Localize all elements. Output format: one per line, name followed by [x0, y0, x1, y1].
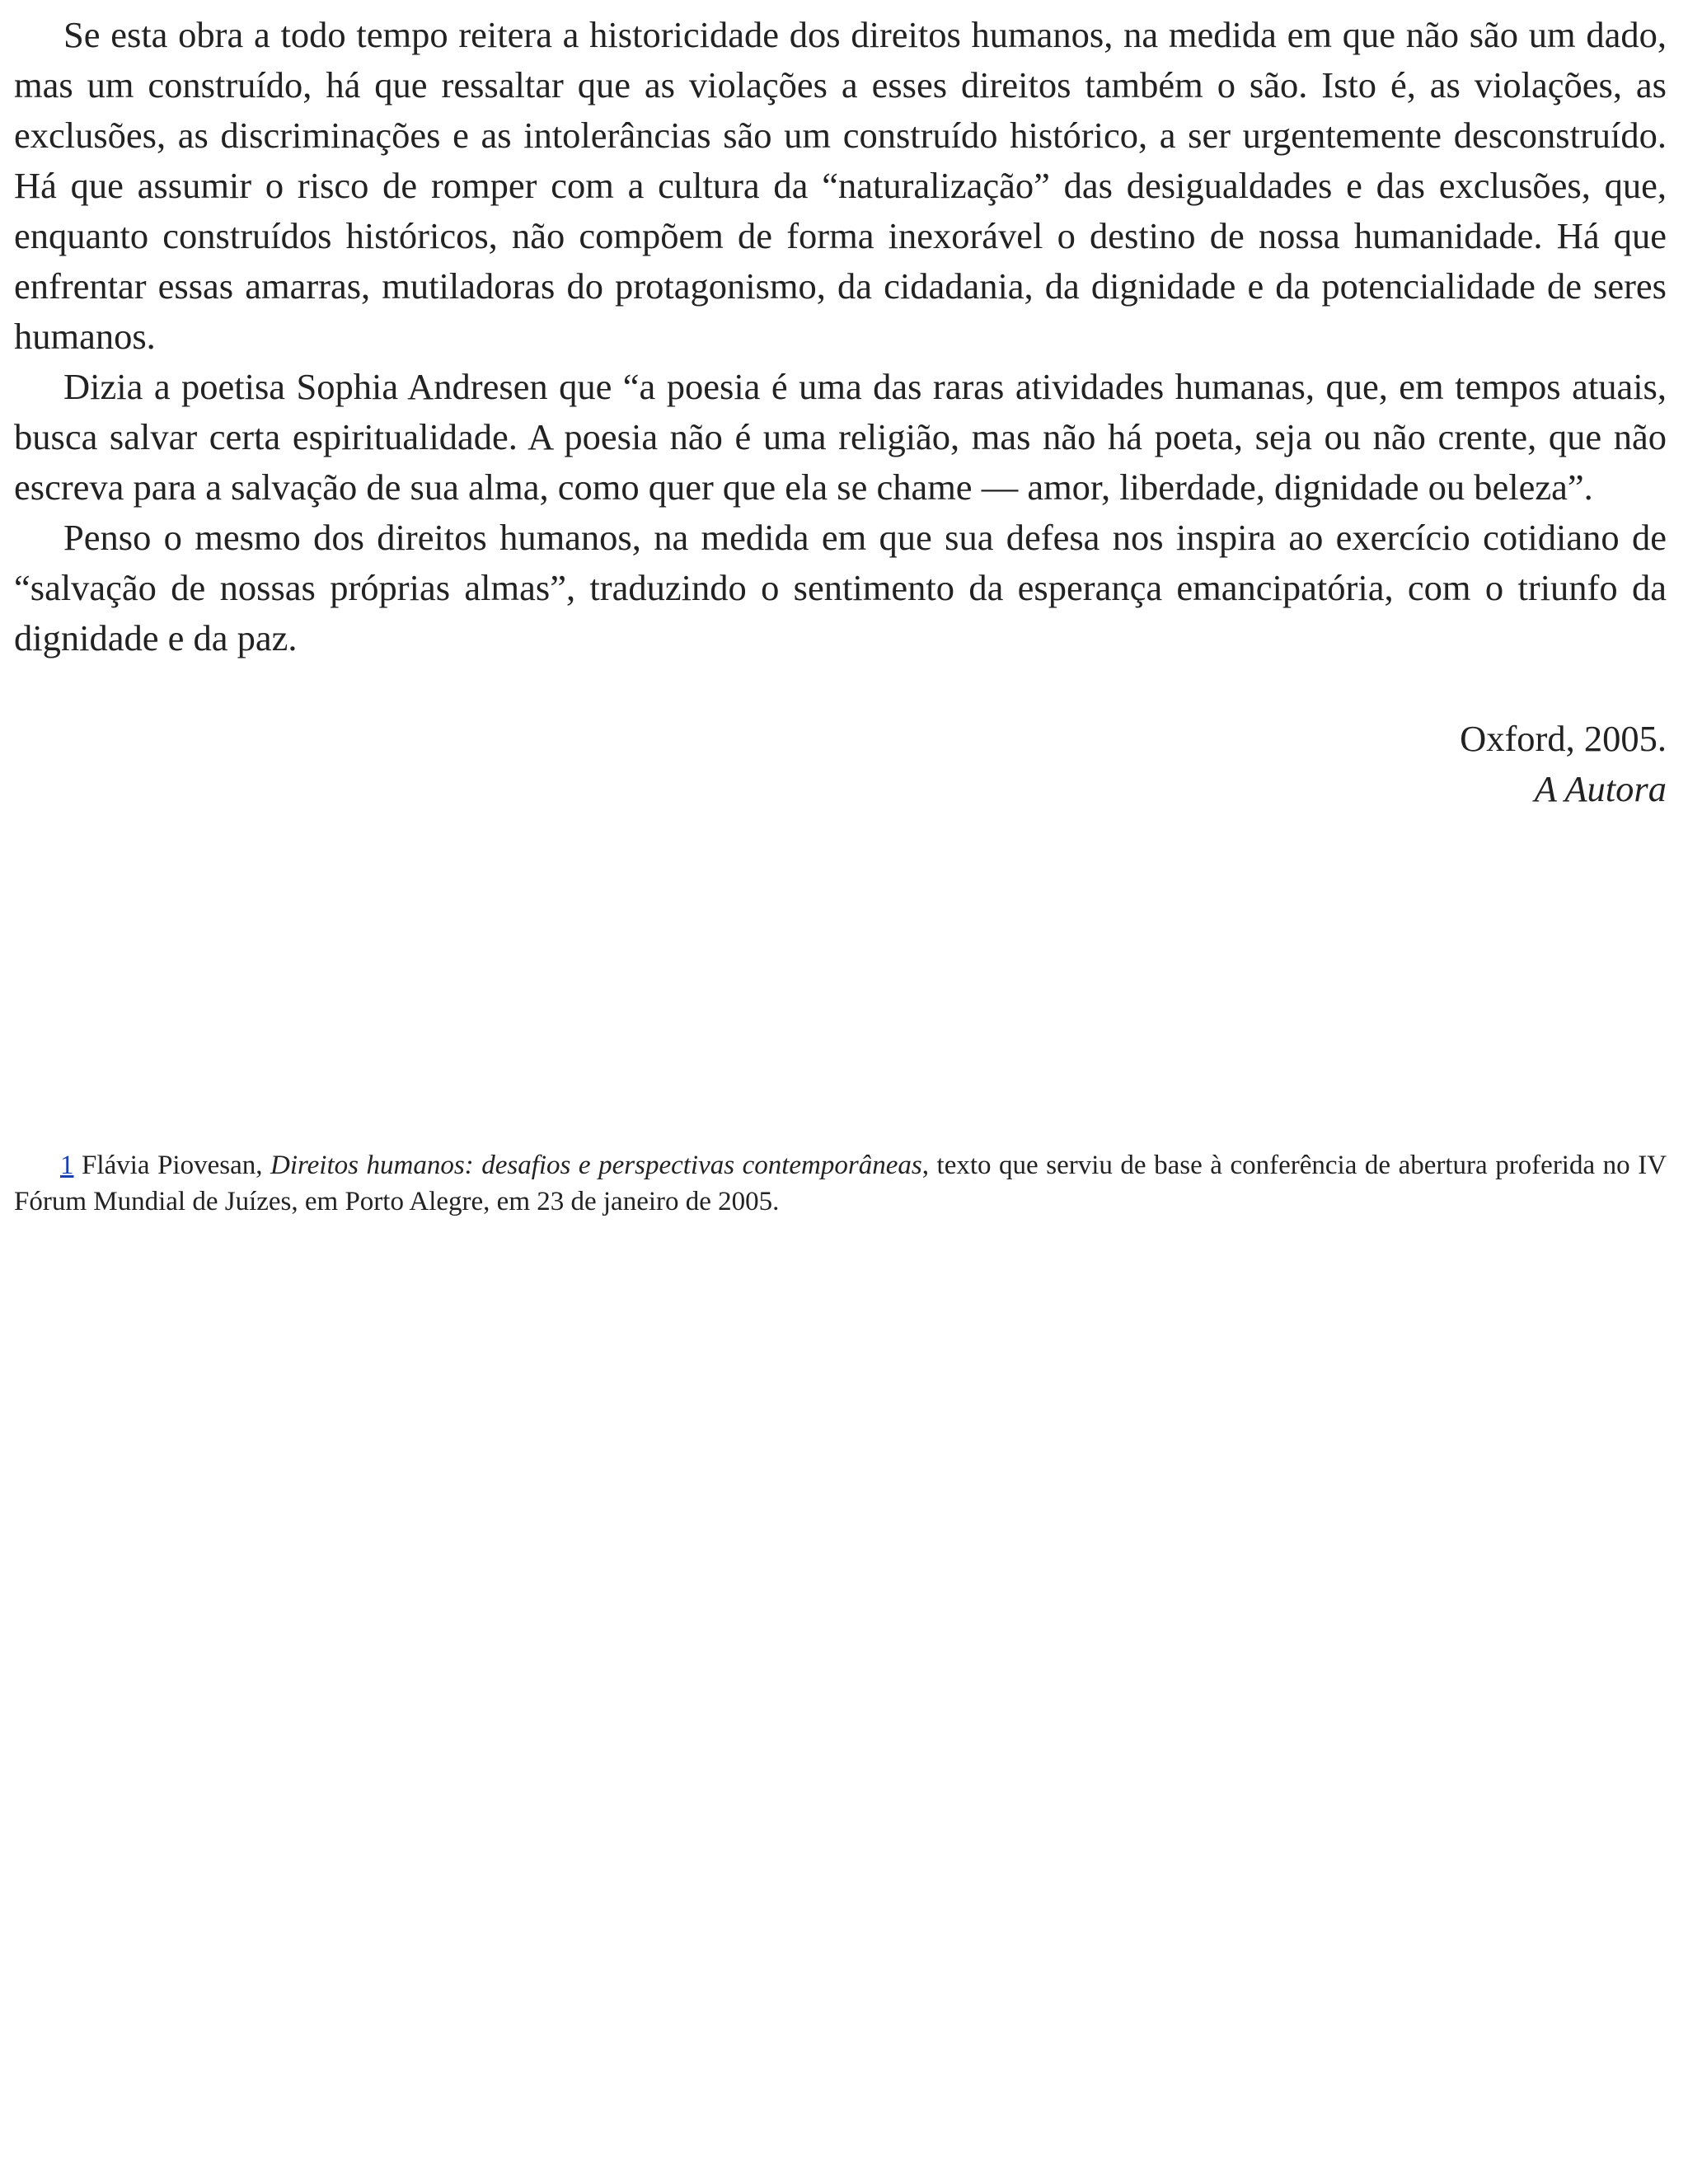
- author-signature: A Autora: [1534, 768, 1667, 809]
- place-date: Oxford, 2005.: [1460, 718, 1667, 759]
- paragraph-1: Se esta obra a todo tempo reitera a historicidade dos direitos humanos, na medida em que não são um dado, mas um construído, há que ressaltar que as violações a esses direitos também o são. Isto é, as violações, as exclusões, as discriminações e as intolerâncias são um construído histórico, a ser urgentemente desconstruído. Há que assumir o risco de romper com a cultura da “naturalização” das desigualdades e das exclusões, que, enquanto construídos históricos, não compõem de forma inexorável o destino de nossa humanidade. Há que enfrentar essas amarras, mutiladoras do protagonismo, da cidadania, da dignidade e da potencialidade de seres humanos.: [14, 14, 1667, 357]
- document-page: [14, 0, 1667, 1216]
- footnote: [14, 1147, 1667, 1220]
- footnote-ref-link[interactable]: 1: [60, 1151, 74, 1180]
- paragraph-2: Dizia a poetisa Sophia Andresen que “a poesia é uma das raras atividades humanas, que, em tempos atuais, busca salvar certa espiritualidade. A poesia não é uma religião, mas não há poeta, seja ou não crente, que não escreva para a salvação de sua alma, como quer que ela se chame — amor, liberdade, dignidade ou beleza”.: [14, 366, 1667, 508]
- signature-block: [14, 714, 1667, 814]
- main-text: [14, 0, 1667, 663]
- paragraph-3: Penso o mesmo dos direitos humanos, na medida em que sua defesa nos inspira ao exercício cotidiano de “salvação de nossas próprias almas”, traduzindo o sentimento da esperança emancipatória, com o triunfo da dignidade e da paz.: [14, 517, 1667, 658]
- footnote-author: Flávia Piovesan,: [82, 1151, 263, 1180]
- footnote-title: Direitos humanos: desafios e perspectivas contemporâneas: [270, 1151, 922, 1180]
- footnote-rest: , texto que serviu de base à conferência de abertura proferida no IV Fórum Mundial de Juízes, em Porto Alegre, em 23 de janeiro de 2005.: [14, 1151, 1667, 1216]
